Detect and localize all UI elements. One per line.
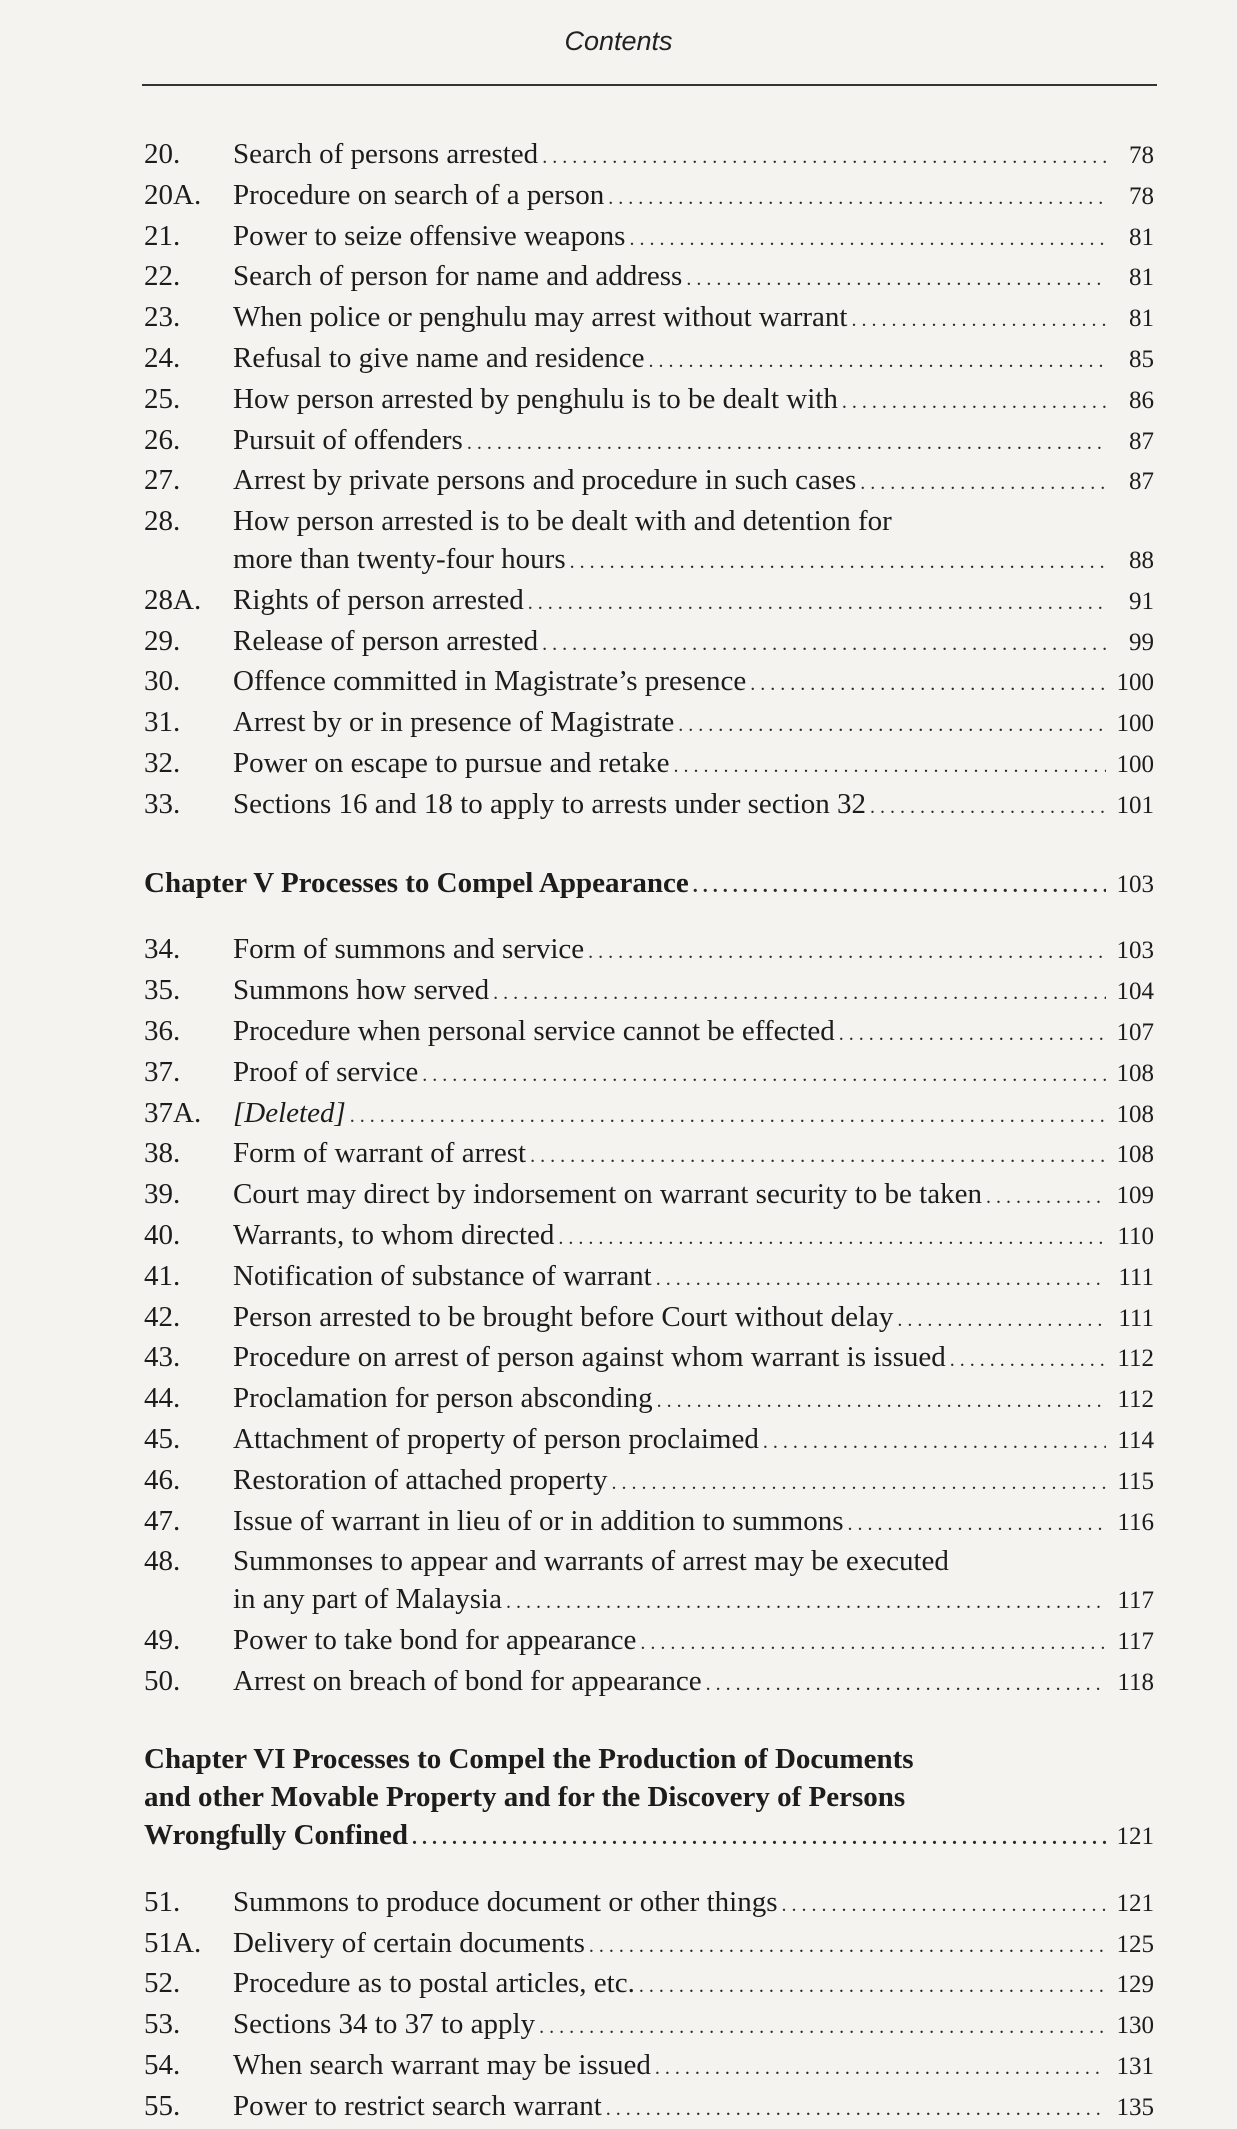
toc-entry	[144, 1503, 1154, 1544]
chapter-page-number: 103	[1116, 870, 1154, 898]
section-number: 23.	[144, 301, 181, 334]
toc-entry	[144, 972, 1154, 1013]
toc-entry	[144, 218, 1154, 259]
page-number: 101	[1116, 791, 1154, 819]
toc-entry	[144, 1135, 1154, 1176]
toc-entry	[144, 1663, 1154, 1704]
page-number: 81	[1129, 223, 1154, 251]
page-number: 117	[1117, 1627, 1154, 1655]
toc-entry	[144, 503, 1154, 541]
section-number: 21.	[144, 219, 181, 252]
toc-entry	[144, 1013, 1154, 1054]
chapter-heading-vi-line3	[144, 1817, 1154, 1858]
section-title: Power on escape to pursue and retake	[233, 746, 670, 779]
section-number: 49.	[144, 1623, 181, 1656]
page-number: 109	[1116, 1182, 1154, 1210]
page-number: 116	[1117, 1508, 1154, 1536]
toc-entry	[144, 786, 1154, 827]
chapter-title-line1: Chapter VI Processes to Compel the Production of Documents	[144, 1743, 914, 1776]
toc-entry	[144, 381, 1154, 422]
toc-entry	[144, 422, 1154, 463]
section-number: 28.	[144, 505, 181, 538]
section-number: 24.	[144, 341, 181, 374]
toc-entry	[144, 136, 1154, 177]
page-number: 81	[1129, 305, 1154, 333]
chapter-heading-vi-line2	[144, 1779, 1154, 1817]
section-number: 46.	[144, 1463, 181, 1496]
page-number: 99	[1129, 628, 1154, 656]
chapter-title-line3: Wrongfully Confined	[144, 1819, 409, 1852]
section-title: How person arrested is to be dealt with and detention for	[233, 505, 892, 538]
page-number: 87	[1129, 427, 1154, 455]
toc-entry	[144, 704, 1154, 745]
section-number: 54.	[144, 2049, 181, 2082]
toc-entry	[144, 2088, 1154, 2129]
section-number: 51A.	[144, 1926, 202, 1959]
section-number: 29.	[144, 624, 181, 657]
page-number: 103	[1116, 937, 1154, 965]
page-number: 86	[1129, 386, 1154, 414]
toc-entry	[144, 299, 1154, 340]
toc-entry	[144, 1421, 1154, 1462]
toc-entry	[144, 340, 1154, 381]
section-number: 44.	[144, 1382, 181, 1415]
page-number: 111	[1118, 1263, 1154, 1291]
section-number: 33.	[144, 787, 181, 820]
section-title: Sections 16 and 18 to apply to arrests under section 32	[233, 787, 867, 820]
page-number: 85	[1129, 345, 1154, 373]
page-number: 115	[1117, 1467, 1154, 1495]
toc-entry	[144, 1380, 1154, 1421]
page-number: 104	[1116, 978, 1154, 1006]
section-number: 36.	[144, 1014, 181, 1047]
section-number: 34.	[144, 933, 181, 966]
toc-entry	[144, 1925, 1154, 1966]
section-title: Summons to produce document or other things	[233, 1885, 778, 1918]
toc-entry	[144, 1258, 1154, 1299]
chapter-heading-v	[144, 865, 1154, 906]
section-number: 37.	[144, 1055, 181, 1088]
section-title: Proof of service	[233, 1055, 419, 1088]
page-number: 100	[1116, 750, 1154, 778]
toc-entry	[144, 1965, 1154, 2006]
section-title: Search of person for name and address	[233, 260, 683, 293]
toc-entry	[144, 258, 1154, 299]
section-number: 38.	[144, 1137, 181, 1170]
toc-entry	[144, 462, 1154, 503]
page-number: 135	[1116, 2093, 1154, 2121]
page-number: 87	[1129, 468, 1154, 496]
page-number: 107	[1116, 1018, 1154, 1046]
toc-entry	[144, 177, 1154, 218]
chapter-heading-vi-line1	[144, 1741, 1154, 1779]
section-title: Procedure when personal service cannot be effected	[233, 1014, 835, 1047]
section-number: 20.	[144, 138, 181, 170]
toc-entry	[144, 1176, 1154, 1217]
section-number: 35.	[144, 974, 181, 1007]
section-number: 28A.	[144, 583, 202, 616]
page-number: 131	[1116, 2053, 1154, 2081]
section-title: Form of summons and service	[233, 933, 585, 966]
section-title: How person arrested by penghulu is to be dealt with	[233, 382, 838, 415]
section-number: 20A.	[144, 178, 202, 211]
section-number: 42.	[144, 1300, 181, 1333]
toc-entry	[144, 1095, 1154, 1136]
section-number: 27.	[144, 464, 181, 497]
page-number: 129	[1116, 1971, 1154, 1999]
section-number: 53.	[144, 2008, 181, 2041]
page-number: 91	[1129, 587, 1154, 615]
page-number: 78	[1129, 182, 1154, 210]
toc-entry	[144, 1622, 1154, 1663]
section-title: Offence committed in Magistrate’s presence	[233, 665, 747, 698]
toc-block-chapter-iv	[144, 136, 1154, 827]
page-number: 112	[1117, 1386, 1154, 1414]
section-title: Form of warrant of arrest	[233, 1137, 527, 1170]
page-number: 108	[1116, 1100, 1154, 1128]
toc-entry	[144, 1299, 1154, 1340]
section-title: Issue of warrant in lieu of or in addition to summons	[233, 1504, 844, 1537]
section-title: [Deleted]	[233, 1096, 346, 1129]
toc-entry	[144, 2047, 1154, 2088]
chapter-title-line2: and other Movable Property and for the Discovery of Persons	[144, 1781, 906, 1814]
section-title: Procedure as to postal articles, etc.	[233, 1967, 635, 2000]
section-number: 43.	[144, 1341, 181, 1374]
table-of-contents	[144, 136, 1154, 2129]
section-title: Person arrested to be brought before Court without delay	[233, 1300, 894, 1333]
toc-block-chapter-v	[144, 931, 1154, 1703]
section-title: Proclamation for person absconding	[233, 1382, 653, 1415]
toc-entry	[144, 2006, 1154, 2047]
section-number: 52.	[144, 1967, 181, 2000]
section-number: 47.	[144, 1504, 181, 1537]
page-number: 78	[1129, 142, 1154, 169]
chapter-title: Chapter V Processes to Compel Appearance	[144, 866, 689, 899]
section-title-continued: more than twenty-four hours	[233, 542, 566, 575]
toc-entry-continuation	[144, 1581, 1154, 1622]
section-number: 48.	[144, 1545, 181, 1578]
page-number: 118	[1117, 1668, 1154, 1696]
page-number: 100	[1116, 710, 1154, 738]
section-title: Arrest by private persons and procedure in such cases	[233, 464, 857, 497]
section-title: Procedure on search of a person	[233, 178, 605, 211]
page-number: 117	[1117, 1587, 1154, 1615]
toc-entry	[144, 623, 1154, 664]
section-title: Power to seize offensive weapons	[233, 219, 626, 252]
page-number: 110	[1117, 1222, 1154, 1250]
section-title-continued: in any part of Malaysia	[233, 1583, 502, 1616]
section-number: 31.	[144, 706, 181, 739]
section-title: When police or penghulu may arrest without warrant	[233, 301, 848, 334]
section-title: Summons how served	[233, 974, 490, 1007]
toc-entry-continuation	[144, 541, 1154, 582]
page-number: 114	[1117, 1426, 1154, 1454]
section-number: 41.	[144, 1259, 181, 1292]
page-number: 108	[1116, 1059, 1154, 1087]
page-number: 100	[1116, 669, 1154, 697]
header-rule	[142, 84, 1157, 86]
chapter-page-number: 121	[1116, 1823, 1154, 1851]
section-title: Procedure on arrest of person against whom warrant is issued	[233, 1341, 946, 1374]
section-title: Court may direct by indorsement on warrant security to be taken	[233, 1178, 982, 1211]
section-title: Release of person arrested	[233, 624, 539, 657]
section-number: 50.	[144, 1664, 181, 1697]
section-title: Search of persons arrested	[233, 138, 539, 170]
page-number: 108	[1116, 1141, 1154, 1169]
section-title: Notification of substance of warrant	[233, 1259, 652, 1292]
section-title: Sections 34 to 37 to apply	[233, 2008, 536, 2041]
section-title: Pursuit of offenders	[233, 423, 463, 456]
section-title: Refusal to give name and residence	[233, 341, 645, 374]
section-title: Warrants, to whom directed	[233, 1218, 555, 1251]
section-title: Power to restrict search warrant	[233, 2089, 602, 2122]
page-number: 130	[1116, 2012, 1154, 2040]
toc-entry	[144, 1217, 1154, 1258]
section-title: Arrest on breach of bond for appearance	[233, 1664, 702, 1697]
toc-entry	[144, 663, 1154, 704]
section-number: 32.	[144, 746, 181, 779]
toc-entry	[144, 1884, 1154, 1925]
section-number: 39.	[144, 1178, 181, 1211]
section-number: 51.	[144, 1885, 181, 1918]
section-number: 55.	[144, 2089, 181, 2122]
page-number: 112	[1117, 1345, 1154, 1373]
page-number: 81	[1129, 264, 1154, 292]
section-number: 40.	[144, 1218, 181, 1251]
section-number: 25.	[144, 382, 181, 415]
toc-entry	[144, 1054, 1154, 1095]
toc-entry	[144, 582, 1154, 623]
toc-entry	[144, 1339, 1154, 1380]
toc-entry	[144, 931, 1154, 972]
toc-block-chapter-vi	[144, 1884, 1154, 2129]
section-number: 37A.	[144, 1096, 202, 1129]
section-title: Arrest by or in presence of Magistrate	[233, 706, 675, 739]
running-head: Contents	[564, 26, 673, 56]
section-number: 22.	[144, 260, 181, 293]
toc-entry	[144, 1543, 1154, 1581]
section-title: Rights of person arrested	[233, 583, 524, 616]
page-number: 88	[1129, 546, 1154, 574]
page-number: 121	[1116, 1889, 1154, 1917]
page-number: 111	[1118, 1304, 1154, 1332]
section-title: Attachment of property of person proclaimed	[233, 1422, 759, 1455]
page-number: 125	[1116, 1930, 1154, 1958]
section-title: Restoration of attached property	[233, 1463, 608, 1496]
section-number: 30.	[144, 665, 181, 698]
section-title: Summonses to appear and warrants of arrest may be executed	[233, 1545, 949, 1578]
toc-entry	[144, 1462, 1154, 1503]
toc-entry	[144, 745, 1154, 786]
section-title: Power to take bond for appearance	[233, 1623, 637, 1656]
section-number: 26.	[144, 423, 181, 456]
section-title: Delivery of certain documents	[233, 1926, 585, 1959]
section-number: 45.	[144, 1422, 181, 1455]
section-title: When search warrant may be issued	[233, 2049, 651, 2082]
